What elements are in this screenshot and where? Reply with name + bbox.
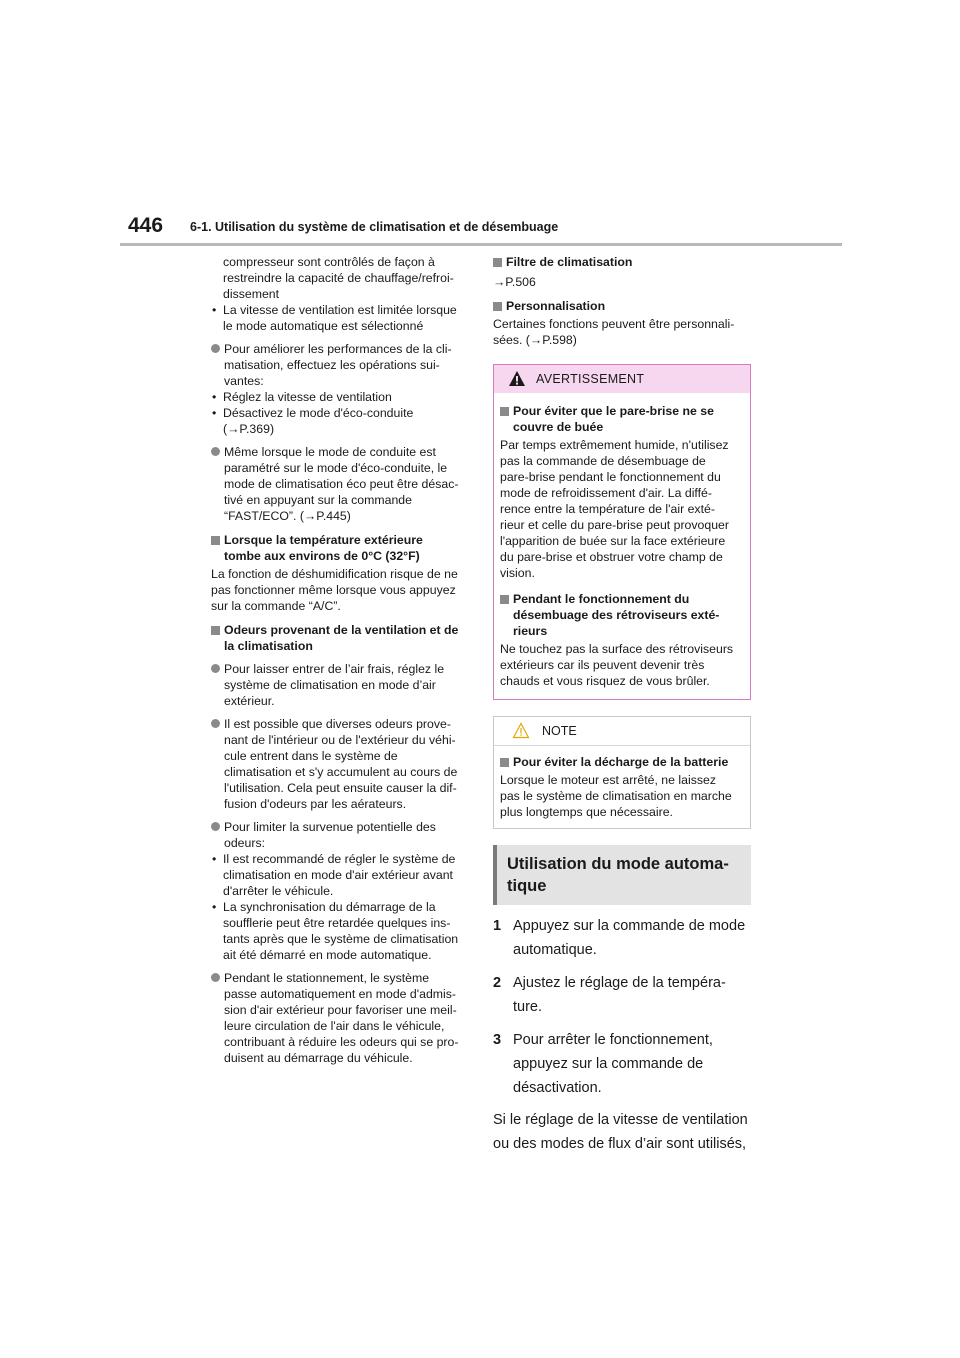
text-line: l'utilisation. Cela peut ensuite causer la dif-	[224, 781, 457, 795]
step-number: 3	[493, 1032, 502, 1048]
text-line: l'apparition de buée sur la face extérieure	[500, 534, 726, 548]
text-line: dissement	[223, 287, 280, 301]
warning-heading-pare-brise	[500, 403, 744, 435]
text-line: Pour améliorer les performances de la cli-	[224, 342, 452, 356]
heading-filtre	[493, 254, 751, 270]
text-line: tique	[507, 877, 547, 895]
text-line: Filtre de climatisation	[506, 255, 633, 269]
dot-item-reglez	[211, 389, 469, 405]
dot-item-synchro	[211, 899, 469, 963]
warning-header	[494, 365, 750, 393]
text-line: fusion d'odeurs par les aérateurs.	[224, 797, 407, 811]
page-reference-link[interactable]: →P.506	[493, 275, 536, 289]
text-line: compresseur sont contrôlés de façon à	[223, 255, 435, 269]
chapter-title: 6-1. Utilisation du système de climatisation et de désembuage	[190, 220, 559, 234]
warning-paragraph-retroviseurs	[500, 641, 744, 689]
text-line: Pendant le stationnement, le système	[224, 971, 430, 985]
text-line: paramétré sur le mode d'éco-conduite, le	[224, 461, 448, 475]
bullet-limiter	[211, 819, 469, 851]
left-column	[211, 254, 469, 1066]
page-number: 446	[128, 214, 164, 237]
heading-odeurs	[211, 622, 469, 654]
text-line: d'arrêter le véhicule.	[223, 884, 334, 898]
text-line: Pour arrêter le fonctionnement,	[513, 1032, 713, 1048]
text-line: vantes:	[224, 374, 264, 388]
text-line: désembuage des rétroviseurs exté-	[513, 608, 720, 622]
bullet-performance	[211, 341, 469, 389]
text-line: • Réglez la vitesse de ventilation	[223, 390, 392, 404]
warning-triangle-icon	[508, 370, 526, 387]
step-number: 2	[493, 975, 502, 991]
text-line: Pendant le fonctionnement du	[513, 592, 690, 606]
text-line: vision.	[500, 566, 535, 580]
text-line: Pour laisser entrer de l’air frais, réglez le	[224, 662, 445, 676]
text-line: tivé en appuyant sur la commande	[224, 493, 412, 507]
step-text	[513, 971, 751, 1019]
text-line: tombe aux environs de 0°C (32°F)	[224, 549, 420, 563]
dot-item-speed	[211, 302, 469, 318]
text-line: odeurs:	[224, 836, 266, 850]
text-line: Utilisation du mode automa-	[507, 855, 729, 873]
text-line: extérieur.	[224, 694, 275, 708]
bullet-air-frais	[211, 661, 469, 709]
text-line: Pour limiter la survenue potentielle des	[224, 820, 436, 834]
text-line: Appuyez sur la commande de mode	[513, 918, 746, 934]
text-line: Lorsque la température extérieure	[224, 533, 423, 547]
text-line: rieur et celle du pare-brise peut provoquer	[500, 518, 729, 532]
text-line: “FAST/ECO”. (→P.445)	[224, 509, 351, 523]
step-text	[513, 1028, 751, 1100]
continuation-text	[211, 254, 469, 302]
text-line: restreindre la capacité de chauffage/refroi-	[223, 271, 454, 285]
text-line: • Désactivez le mode d'éco-conduite	[223, 406, 414, 420]
text-line: nant de l'intérieur ou de l'extérieur du véhi-	[224, 733, 456, 747]
text-line: tants après que le système de climatisation	[223, 932, 459, 946]
text-line: la climatisation	[224, 639, 313, 653]
text-line: couvre de buée	[513, 420, 604, 434]
text-line: contribuant à réduire les odeurs qui se pro-	[224, 1035, 459, 1049]
note-paragraph	[500, 772, 744, 820]
text-line: rieurs	[513, 624, 548, 638]
note-heading-batterie	[500, 754, 744, 770]
text-line: du pare-brise et obstruer votre champ de	[500, 550, 723, 564]
text-line: duisent au démarrage du véhicule.	[224, 1051, 413, 1065]
text-line: climatisation et s'y accumulent au cours de	[224, 765, 458, 779]
text-line: Il est possible que diverses odeurs prove-	[224, 717, 451, 731]
warning-heading-retroviseurs	[500, 591, 744, 639]
text-line: • La vitesse de ventilation est limitée lorsque	[223, 303, 457, 317]
warning-label: AVERTISSEMENT	[536, 372, 645, 386]
text-line: Odeurs provenant de la ventilation et de	[224, 623, 459, 637]
text-line: Pour éviter la décharge de la batterie	[513, 755, 729, 769]
dot-item-desactivez	[211, 405, 469, 421]
header-rule	[120, 243, 842, 246]
text-line: Si le réglage de la vitesse de ventilation	[493, 1112, 748, 1128]
text-line: le mode automatique est sélectionné	[223, 319, 424, 333]
dot-item-recommande	[211, 851, 469, 899]
text-line: Ajustez le réglage de la tempéra-	[513, 975, 726, 991]
paragraph-personnalisation	[493, 316, 751, 348]
text-line: ou des modes de flux d’air sont utilisés,	[493, 1136, 747, 1152]
text-line: Lorsque le moteur est arrêté, ne laissez	[500, 773, 716, 787]
note-body	[494, 746, 750, 828]
text-line: désactivation.	[513, 1080, 602, 1096]
step-number: 1	[493, 918, 502, 934]
text-line: chauds et vous risquez de vous brûler.	[500, 674, 710, 688]
text-line: soufflerie peut être retardée quelques ins-	[223, 916, 451, 930]
text-line: Certaines fonctions peuvent être personnali-	[493, 317, 735, 331]
text-line: pas fonctionner même lorsque vous appuyez	[211, 583, 456, 597]
text-line: extérieurs car ils peuvent devenir très	[500, 658, 705, 672]
heading-temperature	[211, 532, 469, 564]
text-line: passe automatiquement en mode d'admis-	[224, 987, 457, 1001]
text-line: Par temps extrêmement humide, n'utilisez	[500, 438, 729, 452]
text-line: • Il est recommandé de régler le système de	[223, 852, 456, 866]
paragraph-temperature	[211, 566, 469, 614]
warning-box	[493, 364, 751, 700]
text-line: leure circulation de l'air dans le véhicule,	[224, 1019, 445, 1033]
text-line: mode de refroidissement d'air. La diffé-	[500, 486, 712, 500]
page-reference-link[interactable]: (→P.369)	[223, 422, 275, 436]
text-line: Pour éviter que le pare-brise ne se	[513, 404, 714, 418]
text-line: ait été démarré en mode automatique.	[223, 948, 432, 962]
text-line: pare-brise pendant le fonctionnement du	[500, 470, 721, 484]
note-label: NOTE	[542, 724, 577, 738]
bullet-eco	[211, 444, 469, 524]
text-line: système de climatisation en mode d’air	[224, 678, 436, 692]
right-column	[493, 254, 751, 1156]
caution-triangle-icon	[512, 722, 530, 739]
bullet-stationnement	[211, 970, 469, 1066]
heading-personnalisation	[493, 298, 751, 314]
bullet-odeurs-possible	[211, 716, 469, 812]
note-box	[493, 716, 751, 829]
text-line: Personnalisation	[506, 299, 606, 313]
text-line: mode de climatisation éco peut être désac-	[224, 477, 459, 491]
text-line: ture.	[513, 999, 543, 1015]
text-line: Même lorsque le mode de conduite est	[224, 445, 436, 459]
paragraph-ventilation	[493, 1108, 751, 1156]
section-title-mode-automatique	[493, 845, 751, 905]
text-line: automatique.	[513, 942, 597, 958]
text-line: sur la commande “A/C”.	[211, 599, 341, 613]
text-line: cule entrent dans le système de	[224, 749, 398, 763]
text-line: pas le système de climatisation en marche	[500, 789, 732, 803]
text-line: sion d'air extérieur pour favoriser une meil-	[224, 1003, 457, 1017]
warning-body	[494, 393, 750, 699]
text-line: sées. (→P.598)	[493, 333, 577, 347]
step-text	[513, 914, 751, 962]
step-item	[493, 914, 751, 962]
warning-paragraph-pare-brise	[500, 437, 744, 581]
text-line: pas la commande de désembuage de	[500, 454, 706, 468]
text-line: • La synchronisation du démarrage de la	[223, 900, 436, 914]
text-line: appuyez sur la commande de	[513, 1056, 704, 1072]
step-item	[493, 971, 751, 1019]
step-item	[493, 1028, 751, 1100]
note-header	[494, 717, 750, 746]
text-line: Ne touchez pas la surface des rétroviseurs	[500, 642, 734, 656]
text-line: matisation, effectuez les opérations sui-	[224, 358, 440, 372]
text-line: plus longtemps que nécessaire.	[500, 805, 673, 819]
text-line: rence entre la température de l'air exté-	[500, 502, 715, 516]
text-line: La fonction de déshumidification risque de ne	[211, 567, 458, 581]
text-line: climatisation en mode d'air extérieur avant	[223, 868, 453, 882]
